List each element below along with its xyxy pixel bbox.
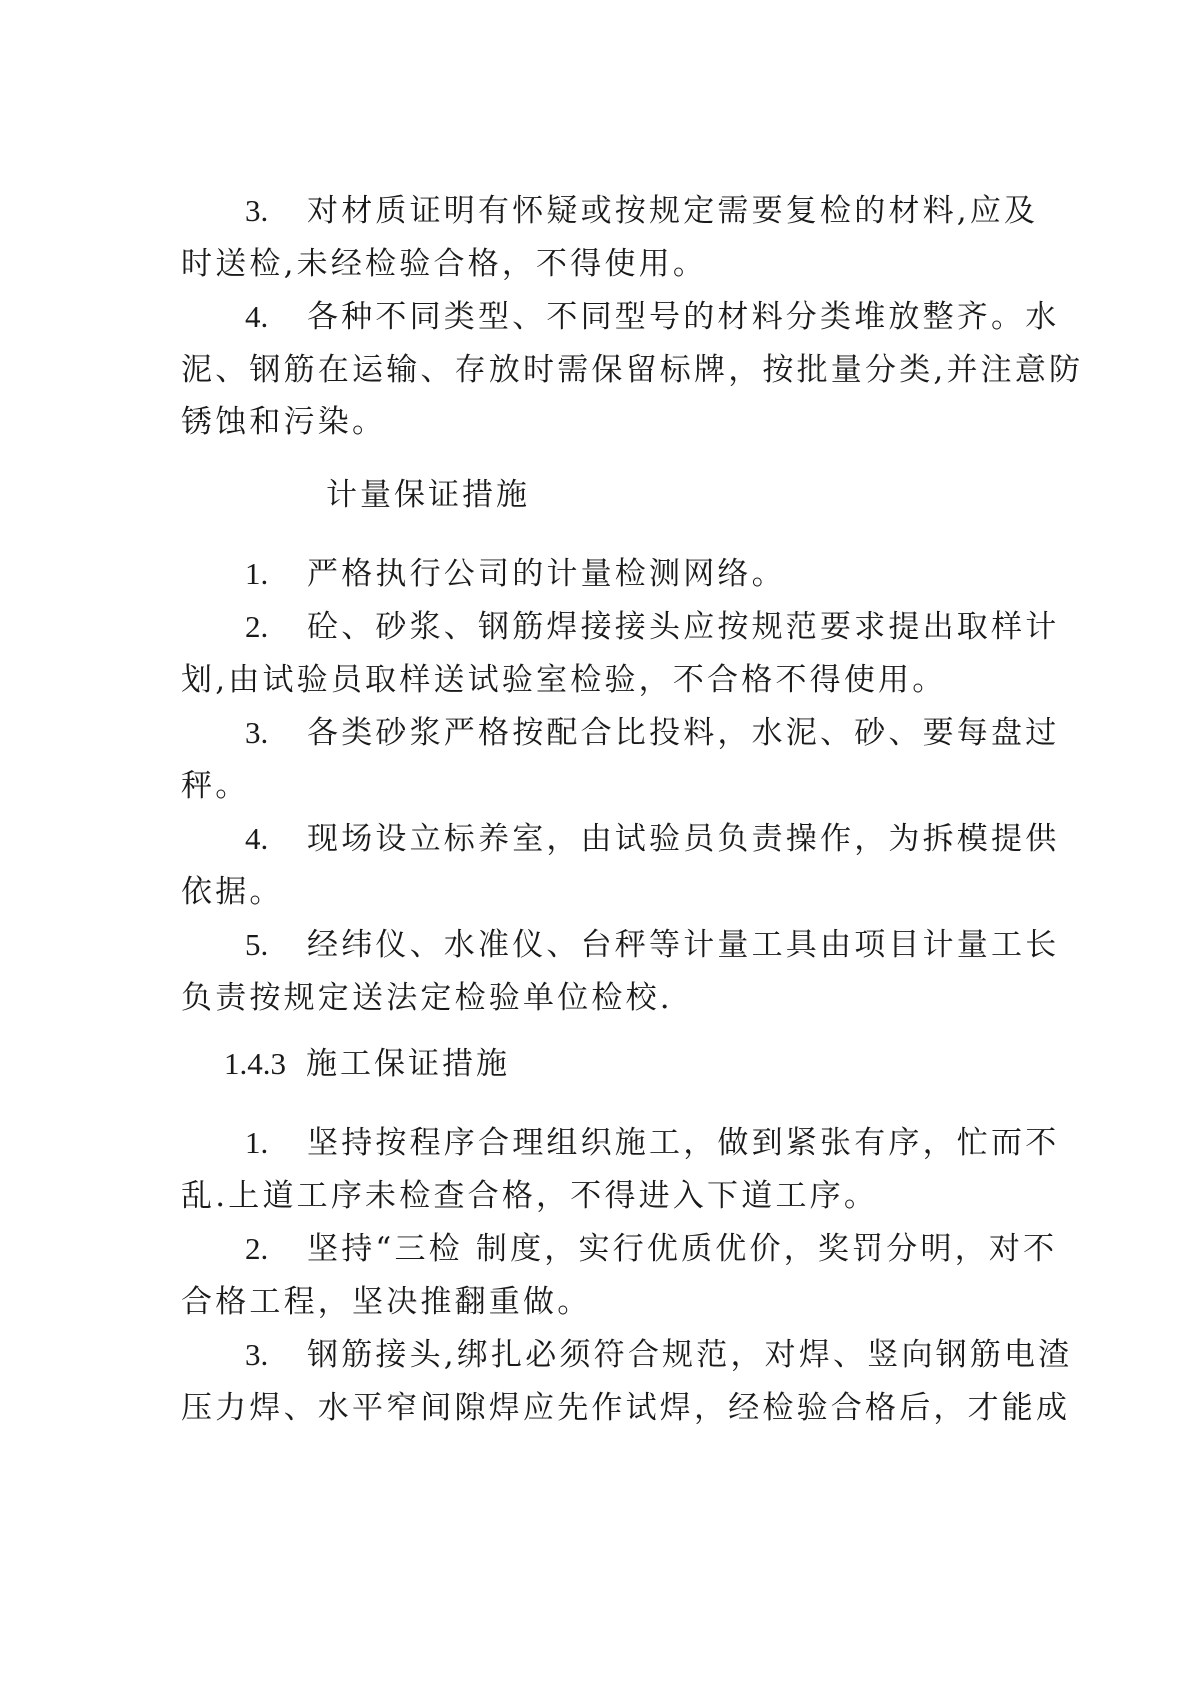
item-text: 各类砂浆严格按配合比投料，水泥、砂、要每盘过: [307, 715, 1060, 751]
item-text: 经纬仪、水准仪、台秤等计量工具由项目计量工长: [307, 927, 1060, 963]
item-text: 严格执行公司的计量检测网络。: [307, 556, 786, 592]
construction-item-2-line-1: [245, 1229, 1058, 1269]
item-number: 2.: [245, 609, 269, 644]
measure-item-4-line-2: [181, 872, 1011, 912]
item-text: 坚持按程序合理组织施工，做到紧张有序，忙而不: [307, 1125, 1060, 1161]
paragraph-text: 泥、钢筋在运输、存放时需保留标牌，按批量分类,并注意防: [181, 352, 1084, 388]
construction-item-3-line-2: [181, 1388, 1071, 1428]
construction-item-2-line-2: [181, 1282, 1011, 1322]
paragraph-4-line-2: [181, 350, 1084, 390]
item-text: 乱.上道工序未检查合格，不得进入下道工序。: [181, 1178, 879, 1214]
item-number: 5.: [245, 927, 269, 962]
paragraph-text: 各种不同类型、不同型号的材料分类堆放整齐。水: [307, 299, 1060, 335]
item-text: 坚持“三检 制度，实行优质优价，奖罚分明，对不: [307, 1231, 1058, 1267]
item-number: 2.: [245, 1231, 269, 1266]
measure-item-2-line-1: [245, 607, 1060, 647]
paragraph-4-line-1: [245, 297, 1060, 337]
item-text: 秤。: [181, 768, 250, 804]
measure-item-5-line-1: [245, 925, 1060, 965]
item-number: 4.: [245, 821, 269, 856]
item-number: 1.: [245, 556, 269, 591]
construction-item-3-line-1: [245, 1335, 1073, 1375]
heading-measurement-assurance: 计量保证措施: [326, 477, 530, 513]
section-number: 1.4.3: [224, 1046, 286, 1081]
measure-item-1-line-1: [245, 554, 1011, 594]
item-number: 1.: [245, 1125, 269, 1160]
item-number: 3.: [245, 715, 269, 750]
paragraph-3-line-1: [245, 191, 1039, 231]
paragraph-text: 时送检,未经检验合格，不得使用。: [181, 246, 708, 282]
paragraph-text: 对材质证明有怀疑或按规定需要复检的材料,应及: [307, 193, 1039, 229]
item-text: 负责按规定送法定检验单位检校.: [181, 980, 673, 1016]
item-number: 3.: [245, 193, 269, 228]
item-text: 钢筋接头,绑扎必须符合规范，对焊、竖向钢筋电渣: [307, 1337, 1073, 1373]
paragraph-text: 锈蚀和污染。: [181, 404, 387, 440]
section-heading-1-4-3: [224, 1044, 510, 1084]
item-text: 依据。: [181, 874, 284, 910]
item-text: 划,由试验员取样送试验室检验，不合格不得使用。: [181, 662, 947, 698]
paragraph-4-line-3: [181, 402, 1011, 442]
item-text: 合格工程，坚决推翻重做。: [181, 1284, 592, 1320]
item-text: 砼、砂浆、钢筋焊接接头应按规范要求提出取样计: [307, 609, 1060, 645]
measure-item-2-line-2: [181, 660, 1011, 700]
section-title: 施工保证措施: [306, 1046, 510, 1082]
paragraph-3-line-2: [181, 244, 1011, 284]
construction-item-1-line-1: [245, 1123, 1060, 1163]
measure-item-3-line-2: [181, 766, 1011, 806]
construction-item-1-line-2: [181, 1176, 1011, 1216]
item-text: 现场设立标养室，由试验员负责操作，为拆模提供: [307, 821, 1060, 857]
item-number: 4.: [245, 299, 269, 334]
item-text: 压力焊、水平窄间隙焊应先作试焊，经检验合格后，才能成: [181, 1390, 1071, 1426]
measure-item-4-line-1: [245, 819, 1060, 859]
measure-item-5-line-2: [181, 978, 1011, 1018]
measure-item-3-line-1: [245, 713, 1060, 753]
item-number: 3.: [245, 1337, 269, 1372]
